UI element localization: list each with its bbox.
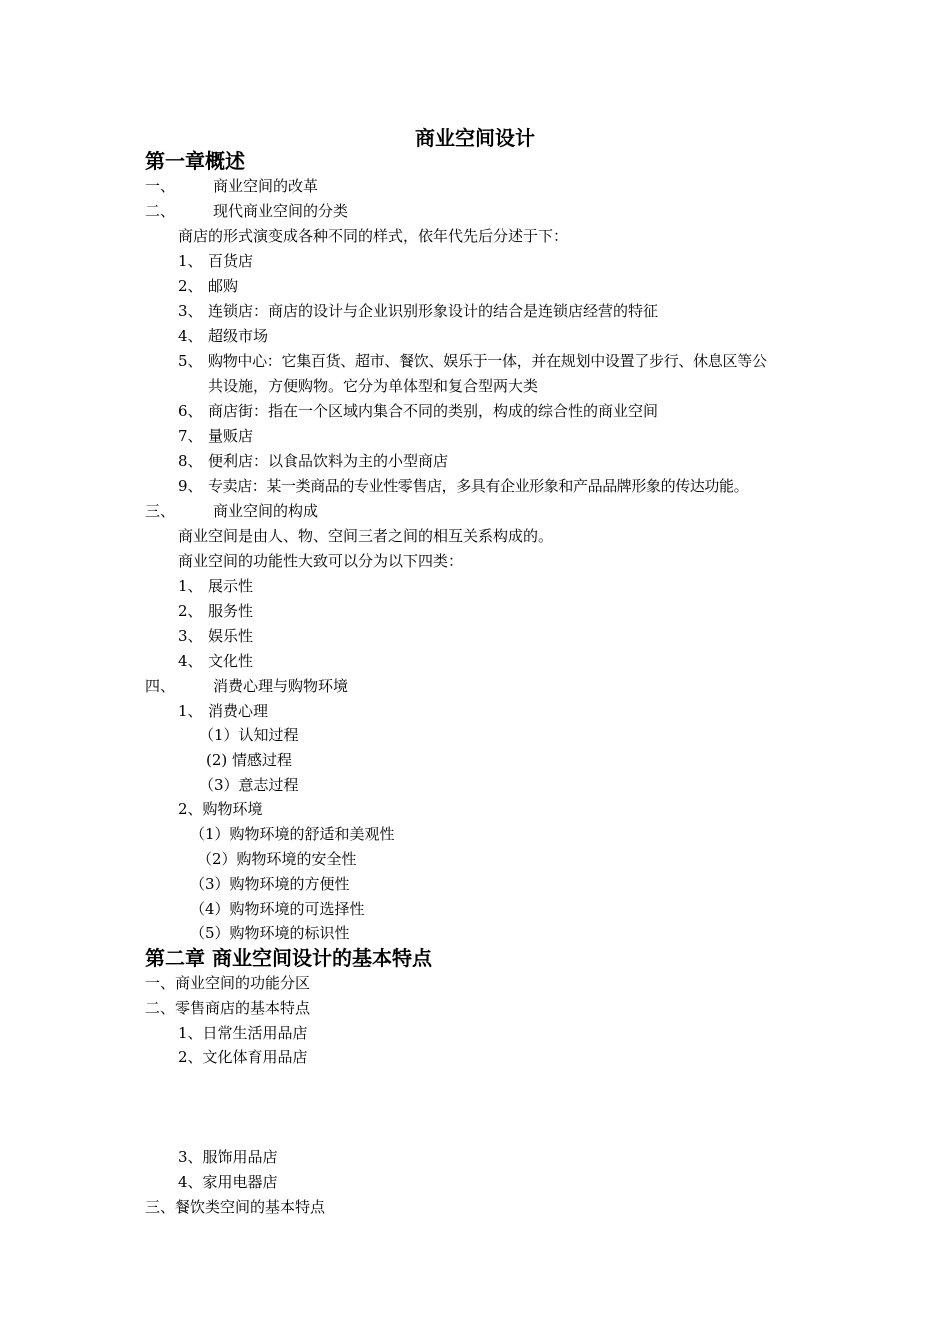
section-2-2: 二、零售商店的基本特点 <box>145 999 311 1017</box>
paragraph: 商业空间的功能性大致可以分为以下四类： <box>178 552 464 570</box>
paragraph: 商店的形式演变成各种不同的样式，依年代先后分述于下： <box>178 227 569 245</box>
section-1-2 <box>145 200 348 222</box>
list-number: 1、 <box>178 577 203 595</box>
list-text: 连锁店：商店的设计与企业识别形象设计的结合是连锁店经营的特征 <box>208 302 659 320</box>
list-text: 展示性 <box>208 577 254 595</box>
paragraph: 商业空间是由人、物、空间三者之间的相互关系构成的。 <box>178 527 554 545</box>
list-number: 1、 <box>178 252 203 270</box>
list-item <box>178 250 253 272</box>
list-number: 8、 <box>178 452 203 470</box>
section-1-3 <box>145 500 318 522</box>
list-text: 商店街：指在一个区域内集合不同的类别，构成的综合性的商业空间 <box>208 402 659 420</box>
list-number: 5、 <box>178 352 203 370</box>
list-item: 2、购物环境 <box>178 800 263 818</box>
list-text: 服务性 <box>208 602 254 620</box>
section-2-1: 一、商业空间的功能分区 <box>145 974 311 992</box>
sub-item: (2) 情感过程 <box>206 751 293 769</box>
list-number: 1、 <box>178 702 203 720</box>
list-number: 4、 <box>178 327 203 345</box>
sub-item: （3）意志过程 <box>199 776 299 794</box>
list-number: 7、 <box>178 427 203 445</box>
chapter-2-heading: 第二章 商业空间设计的基本特点 <box>145 946 432 970</box>
sub-item: （1）认知过程 <box>199 726 299 744</box>
section-number: 二、 <box>145 202 176 220</box>
sub-item: （1）购物环境的舒适和美观性 <box>190 825 395 843</box>
list-text: 娱乐性 <box>208 627 254 645</box>
sub-item: （2）购物环境的安全性 <box>197 850 357 868</box>
list-text: 便利店：以食品饮料为主的小型商店 <box>208 452 449 470</box>
list-text: 购物中心：它集百货、超市、餐饮、娱乐于一体，并在规划中设置了步行、休息区等公 <box>208 352 767 370</box>
sub-item: （4）购物环境的可选择性 <box>190 900 365 918</box>
section-2-3: 三、餐饮类空间的基本特点 <box>145 1198 326 1216</box>
list-item: 3、服饰用品店 <box>178 1148 278 1166</box>
list-number: 4、 <box>178 652 203 670</box>
list-item <box>178 700 268 722</box>
list-text: 邮购 <box>208 277 239 295</box>
list-text: 专卖店：某一类商品的专业性零售店，多具有企业形象和产品品牌形象的传达功能。 <box>208 477 749 495</box>
list-text: 量贩店 <box>208 427 254 445</box>
list-text: 超级市场 <box>208 327 269 345</box>
list-item <box>178 425 253 447</box>
list-item: 2、文化体育用品店 <box>178 1048 308 1066</box>
list-item <box>178 450 448 472</box>
list-number: 2、 <box>178 602 203 620</box>
list-item <box>178 400 658 422</box>
list-item <box>178 625 253 647</box>
list-item <box>178 475 748 497</box>
list-number: 3、 <box>178 302 203 320</box>
list-item <box>178 575 253 597</box>
list-number: 6、 <box>178 402 203 420</box>
list-item <box>178 275 238 297</box>
document-title: 商业空间设计 <box>415 126 535 150</box>
list-item <box>178 350 767 372</box>
list-number: 3、 <box>178 627 203 645</box>
list-text: 百货店 <box>208 252 254 270</box>
list-item <box>178 325 268 347</box>
section-number: 一、 <box>145 177 176 195</box>
list-item: 4、家用电器店 <box>178 1173 278 1191</box>
chapter-1-heading: 第一章概述 <box>145 149 245 173</box>
list-number: 9、 <box>178 477 203 495</box>
list-text: 文化性 <box>208 652 254 670</box>
list-item <box>178 600 253 622</box>
list-number: 2、 <box>178 277 203 295</box>
list-item-continuation: 共设施，方便购物。它分为单体型和复合型两大类 <box>208 377 539 395</box>
section-1-4 <box>145 675 348 697</box>
section-title: 消费心理与购物环境 <box>213 677 349 695</box>
section-title: 商业空间的改革 <box>213 177 319 195</box>
list-item: 1、日常生活用品店 <box>178 1024 308 1042</box>
list-item <box>178 650 253 672</box>
sub-item: （3）购物环境的方便性 <box>190 875 350 893</box>
section-1-1 <box>145 175 318 197</box>
list-text: 消费心理 <box>208 702 269 720</box>
sub-item: （5）购物环境的标识性 <box>190 924 350 942</box>
list-item <box>178 300 658 322</box>
section-number: 三、 <box>145 502 176 520</box>
section-title: 商业空间的构成 <box>213 502 319 520</box>
section-title: 现代商业空间的分类 <box>213 202 349 220</box>
section-number: 四、 <box>145 677 176 695</box>
